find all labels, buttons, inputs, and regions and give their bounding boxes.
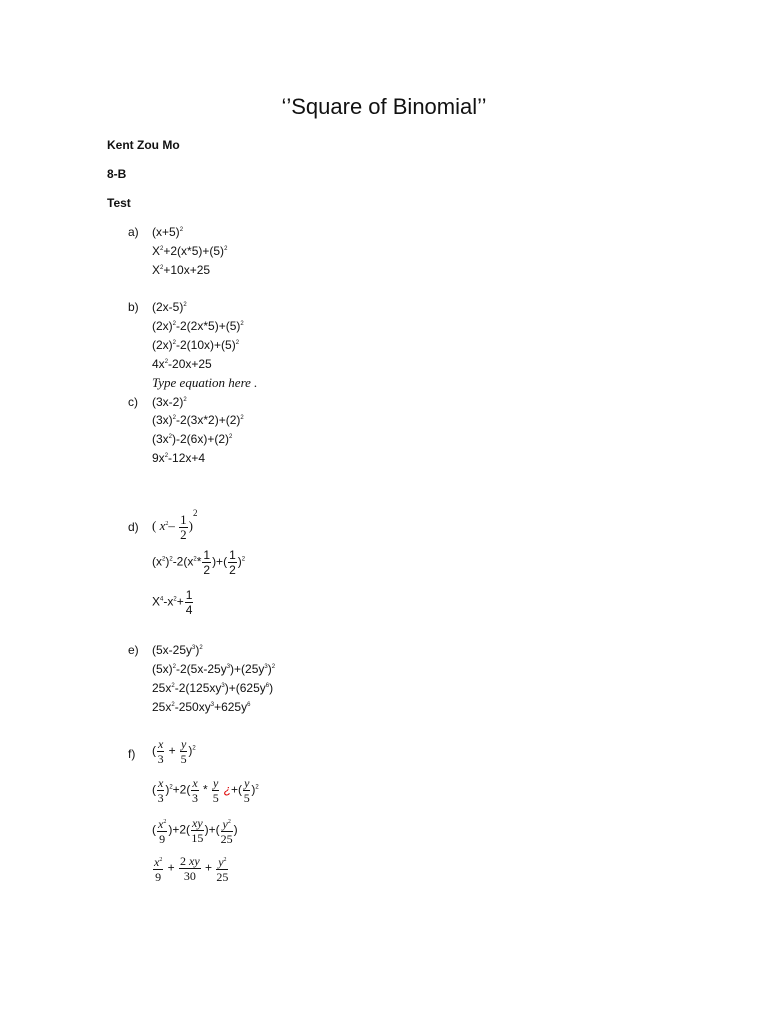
problem-f-label: f) xyxy=(128,747,136,761)
author-name: Kent Zou Mo xyxy=(107,138,180,152)
problem-f-step1: ( $\frac{x}{3}$ + $\frac{y}{5}$ )$^2$ xyxy=(152,737,196,766)
problem-e-step2: $(5x)^2-2(5x-25y^3)+(25y^3)^2$ xyxy=(152,662,276,676)
problem-d-step2: $(x^2)^2-2(x^2*$ $\frac{1}{2}$ )+( $\frac{1}{2}$ )$^2$ xyxy=(152,548,246,577)
problem-f-step4: $\frac{x^2}{9}$ + $\frac{2 xy}{30}$ + $\frac{y^2}{25}$ xyxy=(154,854,229,884)
problem-b-step4: $4x^2-20x+25$ xyxy=(152,357,212,371)
problem-d-step3: $X^4-x^2+$ $\frac{1}{4}$ xyxy=(152,588,193,617)
problem-e-label: e) xyxy=(128,643,139,657)
problem-e-step1: $(5x-25y^3)^2$ xyxy=(152,643,203,657)
problem-c-step3: $(3x^2)-2(6x)+(2)^2$ xyxy=(152,432,233,446)
equation-placeholder[interactable]: Type equation here . xyxy=(152,375,258,390)
problem-b-step1: $(2x-5)^2$ xyxy=(152,300,187,314)
problem-f-step3: ( $\frac{x^2}{9}$ )+2( $\frac{xy}{15}$ )+( $\frac{y^2}{25}$ ) xyxy=(152,816,238,846)
problem-a-step3: $X^2+10x+25$ xyxy=(152,263,211,277)
problem-d-step1: ( $x^2-$ $\frac{1}{2}$ )$^2$ xyxy=(152,508,198,542)
problem-e-step4: $25x^2-250xy^3+625y^6$ xyxy=(152,700,251,714)
problem-a-step1: $(x+5)^2$ xyxy=(152,225,184,239)
problem-c-step2: $(3x)^2-2(3x*2)+(2)^2$ xyxy=(152,413,244,427)
class-name: 8-B xyxy=(107,167,127,181)
problem-c-label: c) xyxy=(128,395,138,409)
problem-c-step1: $(3x-2)^2$ xyxy=(152,395,187,409)
problem-a-step2: $X^2+2(x*5)+(5)^2$ xyxy=(152,244,228,258)
problem-e-step3: $25x^2-2(125xy^3)+(625y^6)$ xyxy=(152,681,274,695)
problem-f-step2: ( $\frac{x}{3}$ )$^2$+2( $\frac{x}{3}$ * $\frac{y}{5}$ ¿+( $\frac{y}{5}$ )$^2$ xyxy=(152,776,259,805)
problem-a-label: a) xyxy=(128,225,139,239)
problem-b-step2: $(2x)^2-2(2x*5)+(5)^2$ xyxy=(152,319,244,333)
problem-d-label: d) xyxy=(128,520,139,534)
problem-c-step4: $9x^2-12x+4$ xyxy=(152,451,206,465)
problem-b-step3: $(2x)^2-2(10x)+(5)^2$ xyxy=(152,338,240,352)
document-title: ‘’Square of Binomial’’ xyxy=(281,94,487,119)
test-label: Test xyxy=(107,196,131,210)
problem-b-label: b) xyxy=(128,300,139,314)
